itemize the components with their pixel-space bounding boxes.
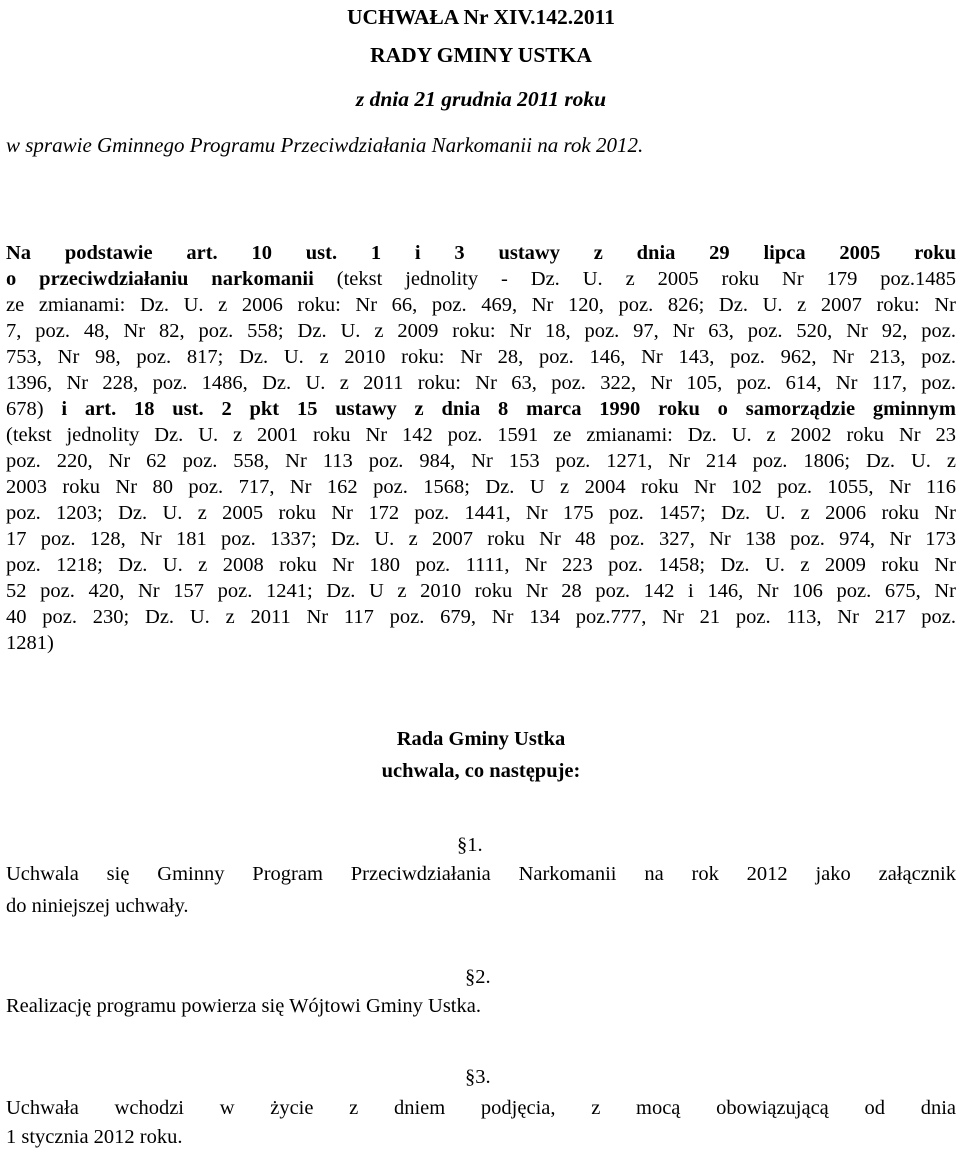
section-3-line-2: 1 stycznia 2012 roku. [6,1126,183,1148]
basis-line-10: 2003 roku Nr 80 poz. 717, Nr 162 poz. 1568; Dz. U z 2004 roku Nr 102 poz. 1055, Nr 116 [6,476,956,498]
basis-line-15: 40 poz. 230; Dz. U. z 2011 Nr 117 poz. 679, Nr 134 poz.777, Nr 21 poz. 113, Nr 217 poz. [6,606,956,628]
basis-line-11: poz. 1203; Dz. U. z 2005 roku Nr 172 poz. 1441, Nr 175 poz. 1457; Dz. U. z 2006 roku Nr [6,502,956,524]
section-3-number: §3. [465,1066,491,1088]
basis-line-7-bold: i art. 18 ust. 2 pkt 15 ustawy z dnia 8 marca 1990 roku o samorządzie gminnym [61,398,956,420]
basis-line-14: 52 poz. 420, Nr 157 poz. 1241; Dz. U z 2010 roku Nr 28 poz. 142 i 146, Nr 106 poz. 675, Nr [6,580,956,602]
basis-line-13: poz. 1218; Dz. U. z 2008 roku Nr 180 poz. 1111, Nr 223 poz. 1458; Dz. U. z 2009 roku Nr [6,554,956,576]
basis-line-2 [6,266,956,292]
council-name: RADY GMINY USTKA [370,43,592,67]
basis-line-4: 7, poz. 48, Nr 82, poz. 558; Dz. U. z 2009 roku: Nr 18, poz. 97, Nr 63, poz. 520, Nr 92, poz. [6,320,956,342]
resolution-date: z dnia 21 grudnia 2011 roku [355,87,607,111]
section-2-number: §2. [465,966,491,988]
resolve-council: Rada Gminy Ustka [396,728,566,750]
section-1-line-2: do niniejszej uchwały. [6,895,189,917]
basis-line-16: 1281) [6,632,54,654]
basis-line-7 [6,396,956,422]
basis-line-7-plain: 678) [6,398,62,420]
section-3-line-1: Uchwała wchodzi w życie z dniem podjęcia, z mocą obowiązującą od dnia [6,1097,956,1119]
basis-line-9: poz. 220, Nr 62 poz. 558, Nr 113 poz. 984, Nr 153 poz. 1271, Nr 214 poz. 1806; Dz. U. z [6,450,956,472]
section-2-line-1: Realizację programu powierza się Wójtowi Gminy Ustka. [6,995,481,1017]
basis-line-6: 1396, Nr 228, poz. 1486, Dz. U. z 2011 roku: Nr 63, poz. 322, Nr 105, poz. 614, Nr 117, poz. [6,372,956,394]
basis-line-2-bold: o przeciwdziałaniu narkomanii [6,268,314,290]
basis-line-8: (tekst jednolity Dz. U. z 2001 roku Nr 142 poz. 1591 ze zmianami: Dz. U. z 2002 roku Nr 23 [6,424,956,446]
basis-line-1: Na podstawie art. 10 ust. 1 i 3 ustawy z dnia 29 lipca 2005 roku [6,242,956,264]
section-1-number: §1. [457,834,483,856]
basis-line-2-rest: (tekst jednolity - Dz. U. z 2005 roku Nr 179 poz.1485 [313,268,956,290]
basis-line-12: 17 poz. 128, Nr 181 poz. 1337; Dz. U. z 2007 roku Nr 48 poz. 327, Nr 138 poz. 974, Nr 173 [6,528,956,550]
basis-line-3: ze zmianami: Dz. U. z 2006 roku: Nr 66, poz. 469, Nr 120, poz. 826; Dz. U. z 2007 roku: Nr [6,294,956,316]
basis-line-5: 753, Nr 98, poz. 817; Dz. U. z 2010 roku: Nr 28, poz. 146, Nr 143, poz. 962, Nr 213, poz. [6,346,956,368]
resolve-statement: uchwala, co następuje: [381,760,581,782]
section-1-line-1: Uchwala się Gminny Program Przeciwdziałania Narkomanii na rok 2012 jako załącznik [6,863,956,885]
resolution-title: UCHWAŁA Nr XIV.142.2011 [347,5,615,29]
resolution-subject: w sprawie Gminnego Programu Przeciwdziałania Narkomanii na rok 2012. [6,133,644,157]
